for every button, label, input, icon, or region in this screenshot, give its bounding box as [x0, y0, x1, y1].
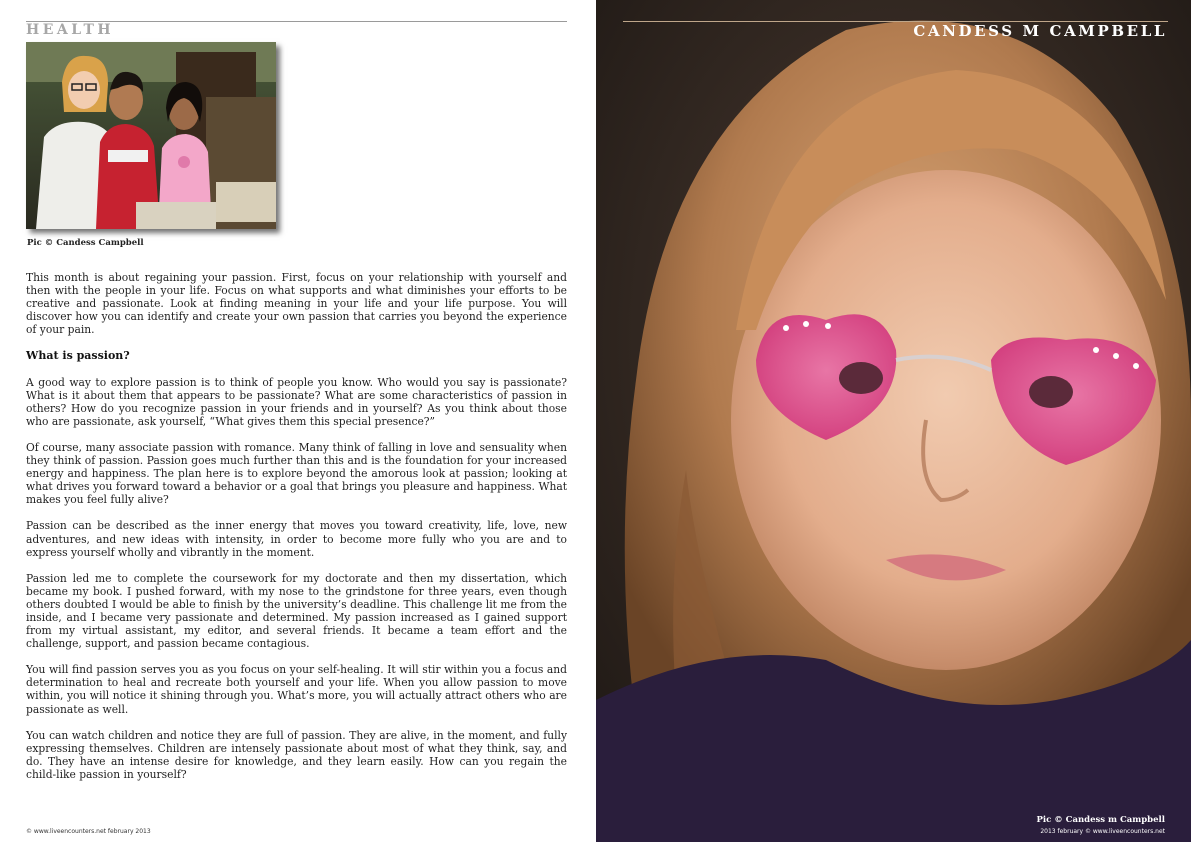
- intro-paragraph: This month is about regaining your passion. First, focus on your relationship with yourself and then with the people in your life. Focus on what supports and what diminishes your efforts to be creative and passionate. Look at finding meaning in your life and your life purpose. You will discover how you can identify and create your own passion that carries you beyond the experience of your pain.: [26, 271, 567, 337]
- body-paragraph: A good way to explore passion is to think of people you know. Who would you say is passionate? What is it about them that appears to be passionate? What are some characteristics of passion in others? How do you recognize passion in your friends and in yourself? As you think about those who are passionate, ask yourself, “What gives them this special presence?”: [26, 375, 567, 428]
- body-paragraph: You will find passion serves you as you focus on your self-healing. It will stir within you a focus and determination to heal and recreate both yourself and your life. When you allow passion to move within, you will notice it shining through you. What’s more, you will actually attract others who are passionate as well.: [26, 663, 567, 716]
- photo-caption: Pic © Candess Campbell: [27, 238, 144, 248]
- section-title: HEALTH: [26, 22, 115, 38]
- body-paragraph: Of course, many associate passion with romance. Many think of falling in love and sensuality when they think of passion. Passion goes much further than this and is the foundation for your increased energy and happiness. The plan here is to explore beyond the amorous look at passion; looking at what drives you forward toward a behavior or a goal that brings you pleasure and happiness. What makes you feel fully alive?: [26, 440, 567, 507]
- subheading: What is passion?: [26, 349, 130, 363]
- body-paragraph: Passion can be described as the inner energy that moves you toward creativity, life, love, new adventures, and new ideas with intensity, in order to become more fully who you are and to express yourself wholly and vibrantly in the moment.: [26, 519, 567, 559]
- group-photo: [26, 42, 276, 229]
- left-page: [0, 0, 595, 842]
- child-portrait-photo: [596, 0, 1191, 842]
- body-paragraph: Passion led me to complete the coursework for my doctorate and then my dissertation, which became my book. I pushed forward, with my nose to the grindstone for three years, even though others doubted I would be able to finish by the university’s deadline. This challenge lit me from the inside, and I became very passionate and determined. My passion increased as I gained support from my virtual assistant, my editor, and several friends. It became a team effort and the challenge, support, and passion became contagious.: [26, 571, 567, 651]
- footer-left: © www.liveencounters.net february 2013: [26, 828, 151, 835]
- author-name: CANDESS M CAMPBELL: [913, 22, 1167, 40]
- right-page: [596, 0, 1191, 842]
- footer-right: 2013 february © www.liveencounters.net: [1040, 828, 1165, 835]
- article-body: [26, 271, 567, 794]
- portrait-caption: Pic © Candess m Campbell: [1036, 815, 1165, 825]
- body-paragraph: You can watch children and notice they are full of passion. They are alive, in the moment, and fully expressing themselves. Children are intensely passionate about most of what they think, say, and do. They have an intense desire for knowledge, and they learn easily. How can you regain the child-like passion in yourself?: [26, 728, 567, 781]
